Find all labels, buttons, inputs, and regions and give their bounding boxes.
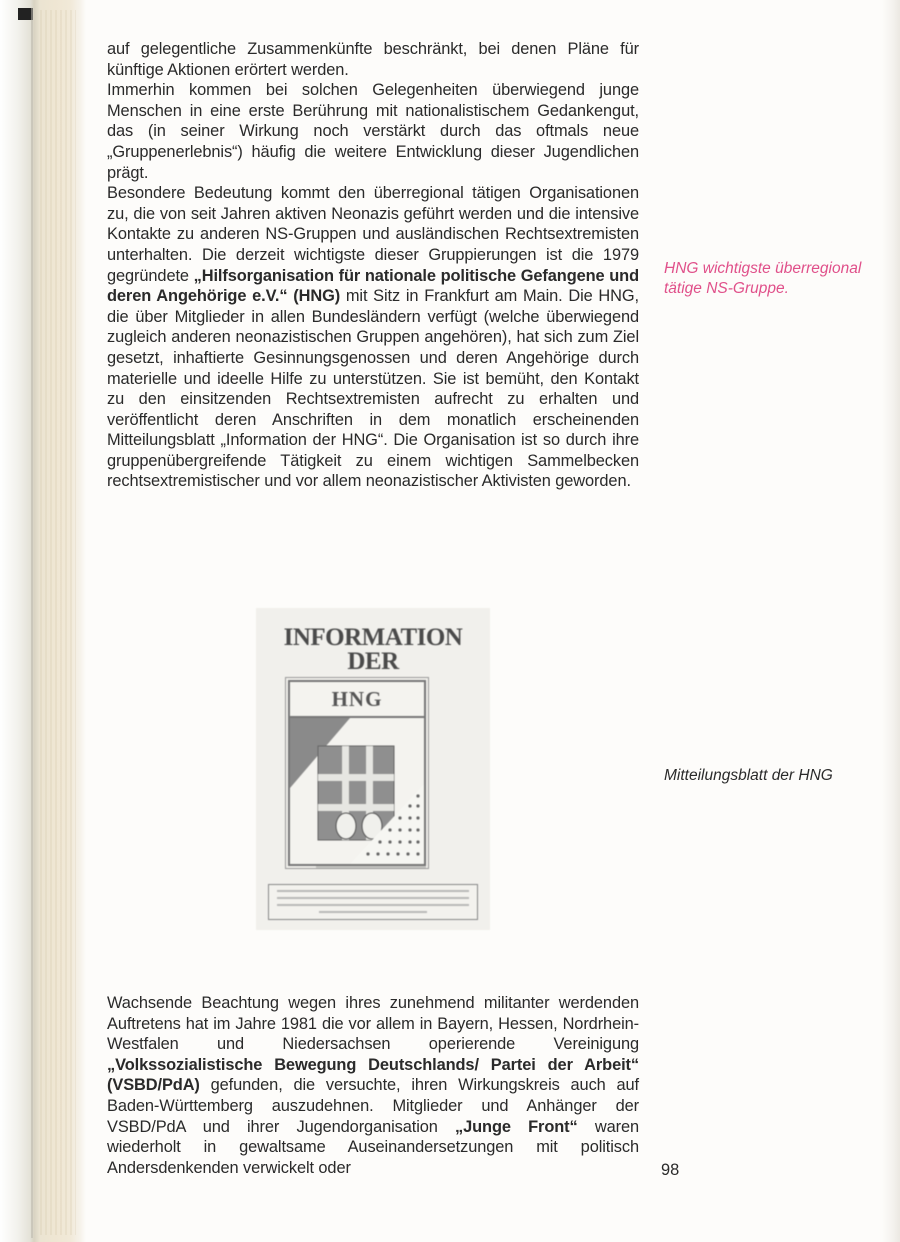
figure-caption: Mitteilungsblatt der HNG	[664, 767, 833, 784]
hng-organisation-name: „Hilfsorganisation für nationale politische Gefangene und deren Angehörige e.V.“ (HNG)	[107, 266, 639, 306]
cover-title	[256, 626, 490, 674]
paragraph-4-part2: gefunden, die versuchte, ihren Wirkungskreis auch auf Baden-Württemberg auszudehnen. Mitglieder und Anhänger der VSBD/PdA und ihrer Jugendorganisation	[107, 1076, 639, 1136]
spine-fold-line	[31, 8, 33, 1238]
page-number: 98	[661, 1161, 680, 1179]
paragraph-4	[107, 993, 639, 1178]
cover-title-line2: DER	[347, 648, 399, 675]
paragraph-4-part3: waren wiederholt in gewaltsame Auseinandersetzungen mit politisch Andersdenkenden verwickelt oder	[107, 1117, 639, 1177]
page-right-edge	[882, 0, 900, 1242]
paragraph-3-part1: Besondere Bedeutung kommt den überregional tätigen Organisationen zu, die von seit Jahren aktiven Neonazis geführt werden und die intensive Kontakte zu anderen NS-Gruppen und ausländischen Rechtsextremisten unterhalten. Die derzeit wichtigste dieser Gruppierungen ist die 1979 gegründete	[107, 184, 639, 285]
cover-imprint-box	[268, 884, 478, 920]
paragraph-3	[107, 183, 639, 492]
paragraph-4-part1: Wachsende Beachtung wegen ihres zunehmend militanter werdenden Auftretens hat im Jahre 1981 die vor allem in Bayern, Hessen, Nordrhein-Westfalen und Niedersachsen operierende Vereinigung	[107, 994, 639, 1054]
paragraph-2: Immerhin kommen bei solchen Gelegenheiten überwiegend junge Menschen in eine erste Berührung mit nationalistischem Gedankengut, das (in seiner Wirkung noch verstärkt durch das oftmals neue „Gruppenerlebnis“) häufig die weitere Entwicklung dieser Jugendlichen prägt.	[107, 81, 639, 182]
cover-masthead: HNG	[290, 682, 424, 718]
cover-frame	[288, 680, 426, 866]
paragraph-3-part2: mit Sitz in Frankfurt am Main. Die HNG, die über Mitglieder in allen Bundesländern verfügt (welche überwiegend zugleich anderen neonazistischen Gruppen angehören), hat sich zum Ziel gesetzt, inhaftierte Gesinnungsgenossen und deren Angehörige durch materielle und ideelle Hilfe zu unterstützen. Sie ist bemüht, den Kontakt zu den einsitzenden Rechtsextremisten aufrecht zu erhalten und veröffentlicht deren Anschriften in dem monatlich erscheinenden Mitteilungsblatt „Information der HNG“. Die Organisation ist so durch ihre gruppenübergreifende Tätigkeit zu einem wichtigen Sammelbecken rechtsextremistischer und vor allem neonazistischer Aktivisten geworden.	[107, 287, 639, 491]
margin-note: HNG wichtigste überregional tätige NS-Gruppe.	[664, 260, 862, 297]
cover-title-line1: INFORMATION	[283, 624, 463, 651]
book-spine	[0, 0, 86, 1242]
hng-newsletter-cover-image	[256, 608, 490, 930]
junge-front-name: „Junge Front“	[455, 1117, 578, 1136]
page-stack-edge	[40, 10, 76, 1235]
prison-window-with-hands-icon	[290, 718, 424, 864]
vsbd-organisation-name: „Volkssozialistische Bewegung Deutschlands/ Partei der Arbeit“ (VSBD/PdA)	[107, 1055, 639, 1095]
main-text-column-top	[107, 39, 639, 492]
cover-issue-line	[316, 866, 426, 868]
paragraph-1: auf gelegentliche Zusammenkünfte beschränkt, bei denen Pläne für künftige Aktionen erörtert werden.	[107, 40, 639, 79]
main-text-column-bottom	[107, 993, 639, 1178]
